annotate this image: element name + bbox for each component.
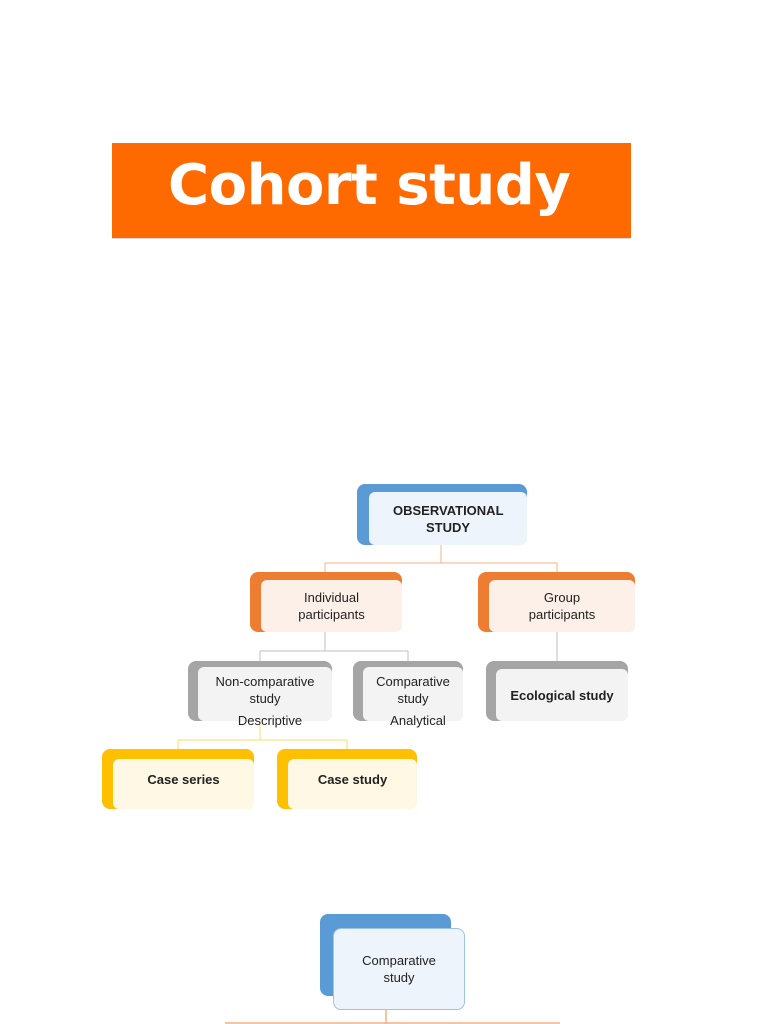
page-title: Cohort study	[168, 153, 571, 218]
second-tree-connectors	[225, 1010, 560, 1024]
node-label: Individual participants	[298, 590, 365, 622]
node-label: Case series	[147, 772, 220, 787]
node-card	[333, 928, 465, 1010]
node-label: OBSERVATIONAL STUDY	[393, 502, 504, 535]
node-non-comparative-study	[188, 661, 332, 721]
node-label: Group participants	[528, 590, 596, 622]
root-connectors	[325, 545, 557, 572]
node-card	[489, 580, 635, 632]
node-case-study	[277, 749, 417, 809]
node-card	[113, 759, 254, 809]
node-card	[288, 759, 417, 809]
node-observational-study	[357, 484, 527, 545]
individual-connectors	[260, 632, 408, 661]
node-group-participants	[478, 572, 635, 632]
node-ecological-study	[486, 661, 628, 721]
node-case-series	[102, 749, 254, 809]
node-card	[496, 669, 628, 721]
node-second-comparative-study	[320, 914, 465, 1010]
node-label: Ecological study	[510, 687, 614, 703]
analytical-label: Analytical	[390, 713, 446, 728]
descriptive-label: Descriptive	[237, 713, 303, 728]
node-label: Case study	[317, 772, 388, 787]
node-label: Comparative study	[362, 953, 436, 985]
node-individual-participants	[250, 572, 402, 632]
node-card	[369, 492, 527, 545]
node-label: Comparative study	[376, 674, 450, 706]
node-label: Non-comparative study	[215, 674, 315, 706]
node-comparative-study	[353, 661, 463, 721]
node-card	[261, 580, 402, 632]
